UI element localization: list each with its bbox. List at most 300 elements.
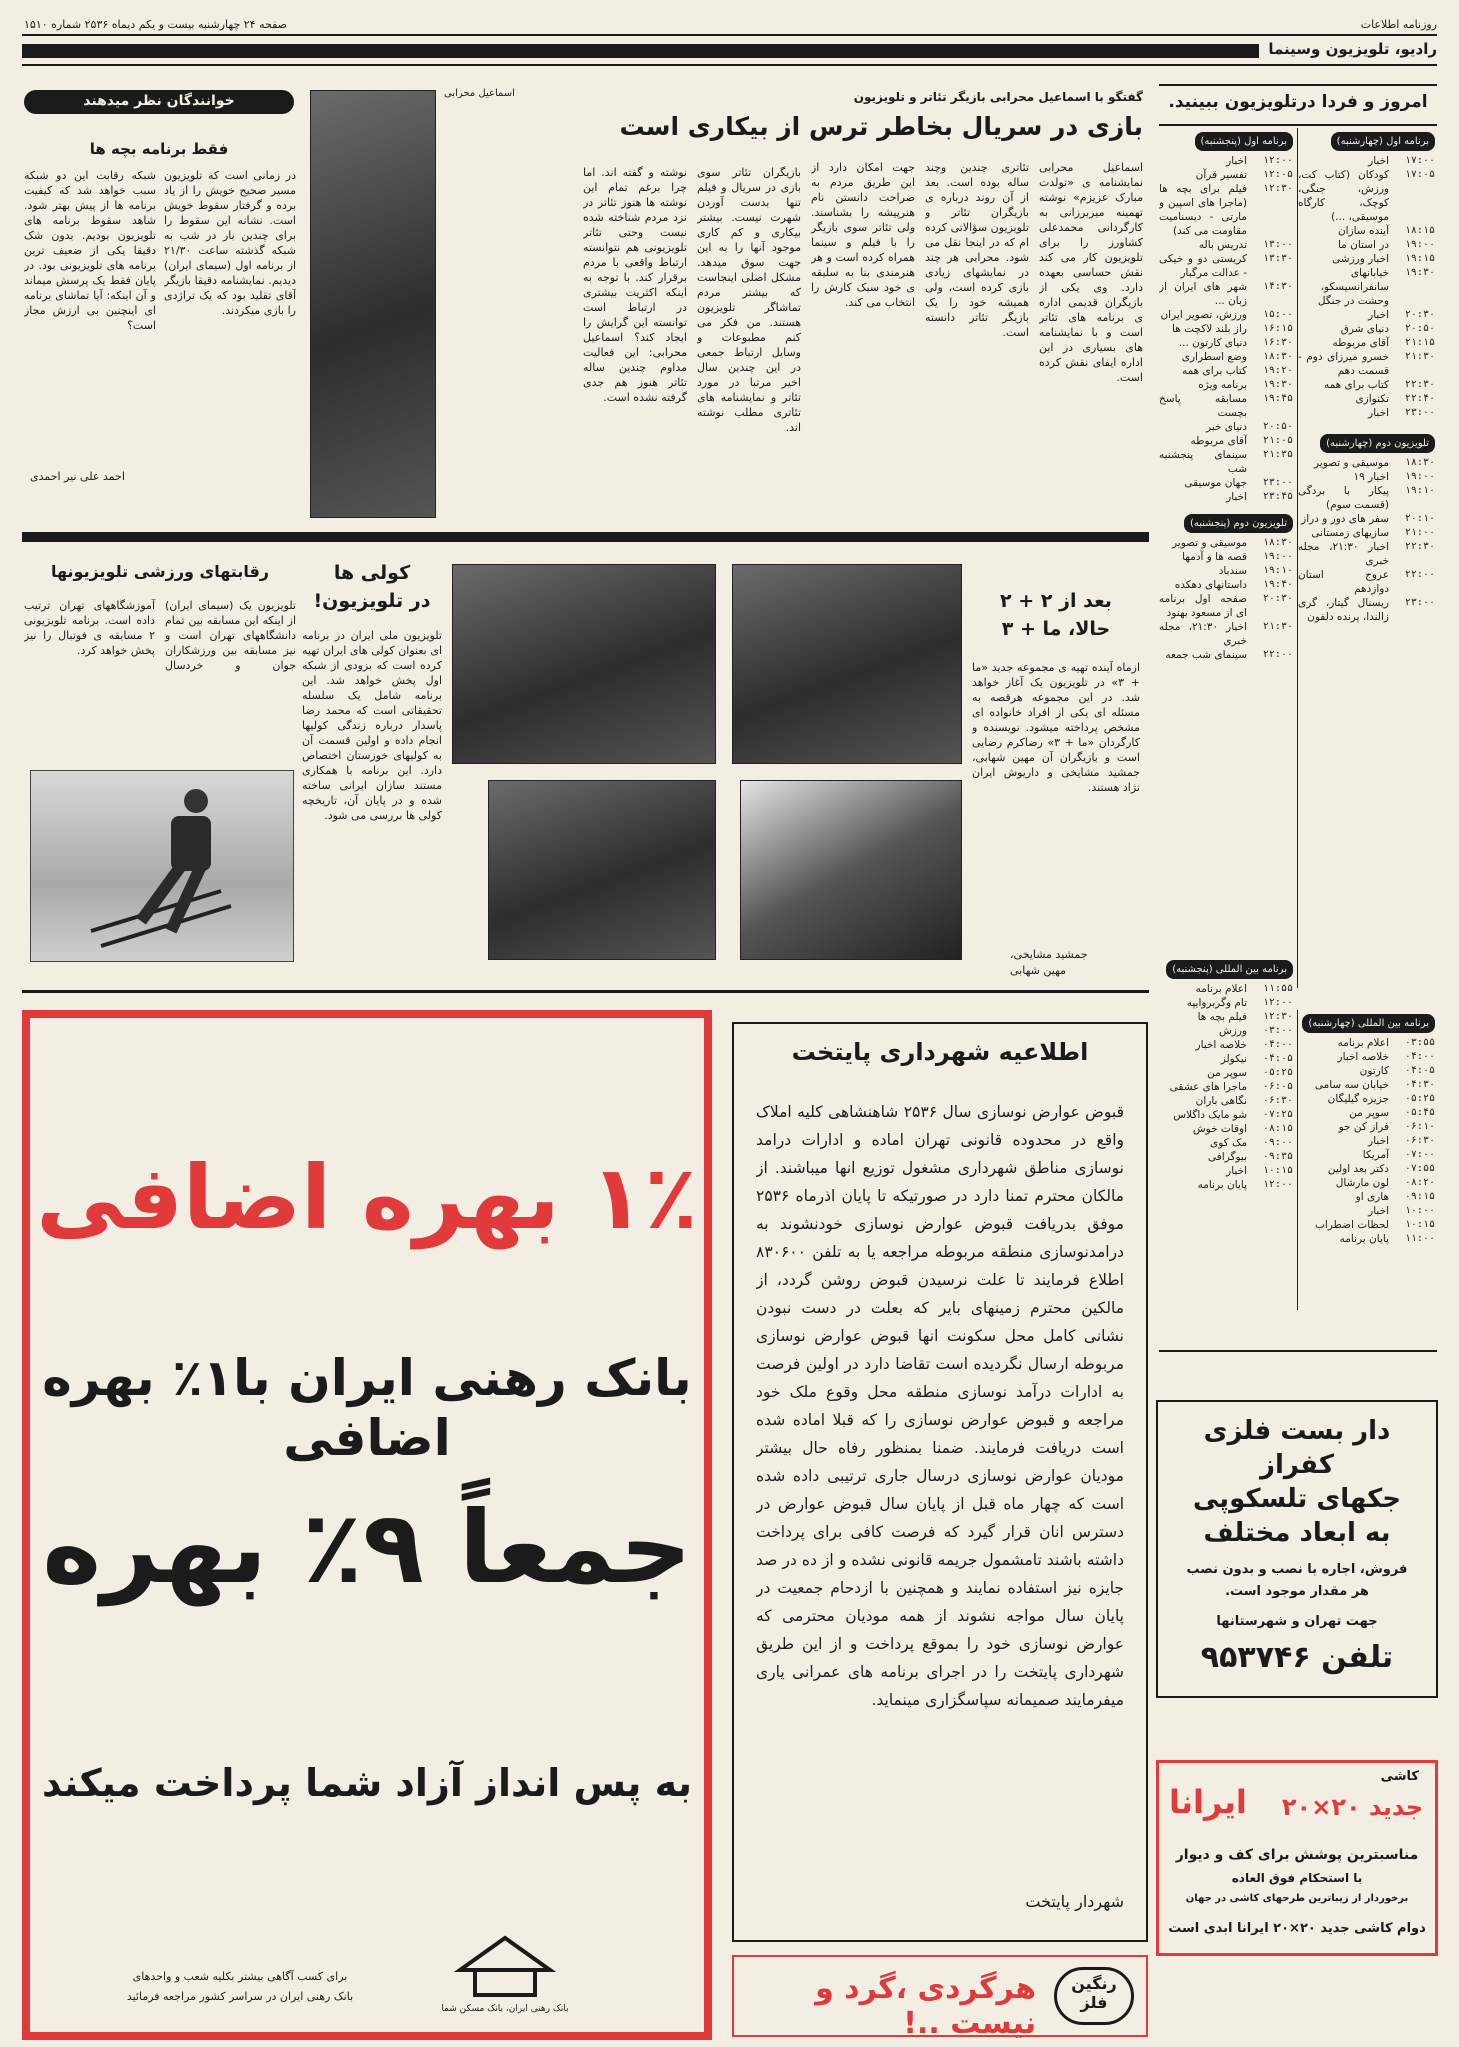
program-time: ۲۳:۰۰ (1404, 597, 1435, 608)
tv-box-bottom-rule (1159, 1350, 1437, 1352)
program-time: ۰۷:۵۵ (1404, 1163, 1435, 1174)
program-name: خسرو میرزای دوم - قسمت دهم (1298, 351, 1389, 377)
program-time: ۱۲:۳۰ (1262, 183, 1293, 194)
header-rule (22, 34, 1437, 36)
program-name: سفر های دور و دراز (1301, 513, 1389, 525)
bank-ad-line-4: به پس انداز آزاد شما پرداخت میکند (41, 1761, 692, 1805)
program-name: دکتر بعد اولین (1327, 1163, 1389, 1175)
schedule-row (1298, 252, 1435, 266)
tile-kashi: کاشی (1380, 1769, 1419, 1784)
schedule-row (1298, 470, 1435, 484)
program-time: ۲۲:۰۰ (1262, 649, 1293, 660)
intl-wed-head: برنامه بین المللی (چهارشنبه) (1302, 1014, 1435, 1033)
program-name: کتاب برای همه (1181, 365, 1247, 377)
schedule-row (1159, 1136, 1293, 1150)
schedule-row (1159, 1108, 1293, 1122)
cooly-col-1: تلویزیون ملی ایران در برنامه ای بعنوان کولی های ایران تهیه کرده است که بزودی از شبکه اول پخش خواهد شد. این برنامه شامل یک سلسله تحقیقاتی است که محمد رضا پاسدار درباره زندگی کولیها انجام داده و اولین قسمت آن به کولیهای خوزستان اختصاص دارد. این برنامه با همکاری مستند سازان ایرانی ساخته شده و در پایان آن، تاریخچه کولی ها بررسی می شود. (302, 629, 442, 822)
series-photo-2 (740, 780, 962, 960)
program-time: ۱۲:۰۰ (1262, 997, 1293, 1008)
schedule-row (1159, 1052, 1293, 1066)
program-time: ۱۷:۰۵ (1404, 169, 1435, 180)
header-right-top: روزنامه اطلاعات (1360, 18, 1437, 31)
schedule-row (1298, 1176, 1435, 1190)
scaffold-line-2: کفراز (1260, 1450, 1334, 1480)
bank-logo-text: بانک رهنی ایران، بانک مسکن شما (441, 2004, 569, 2014)
program-name: اخبار (1368, 1135, 1389, 1147)
schedule-row (1298, 406, 1435, 420)
tile-brand: ایرانا (1169, 1783, 1247, 1821)
program-name: دنیای شرق (1340, 323, 1389, 335)
program-time: ۰۶:۳۰ (1262, 1095, 1293, 1106)
article-photo-caption: اسماعیل محرابی (444, 88, 515, 99)
program-name: آینده سازان (1337, 225, 1389, 237)
program-time: ۰۵:۲۵ (1404, 1093, 1435, 1104)
schedule-row (1159, 252, 1293, 280)
cooly-title-1: کولی ها (333, 562, 411, 584)
program-name: مسابقه پاسخ بچست (1159, 393, 1247, 419)
program-time: ۱۹:۰۰ (1404, 239, 1435, 250)
program-time: ۲۱:۰۵ (1262, 435, 1293, 446)
program-name: اخبار ۲۱:۳۰، مجله خبری (1298, 541, 1389, 567)
paint-brand-1: رنگین (1071, 1974, 1117, 1993)
schedule-row (1298, 1162, 1435, 1176)
schedule-row (1159, 564, 1293, 578)
tv-col-left (1159, 128, 1295, 988)
program-time: ۱۰:۱۵ (1404, 1219, 1435, 1230)
schedule-row (1159, 1178, 1293, 1192)
program-name: جزیره گیلیگان (1327, 1093, 1389, 1105)
program-name: عروج استان دوازدهم (1298, 569, 1389, 595)
schedule-row (1298, 540, 1435, 568)
bank-ad-line-2: بانک رهنی ایران با۱٪ بهره اضافی (42, 1349, 692, 1467)
schedule-row (1159, 280, 1293, 308)
program-name: اخبار (1368, 1205, 1389, 1217)
program-time: ۲۱:۳۰ (1404, 351, 1435, 362)
ch1-wed-head: برنامه اول (چهارشنبه) (1331, 132, 1435, 151)
municipality-signature: شهردار پایتخت (1025, 1892, 1124, 1911)
schedule-row (1159, 1066, 1293, 1080)
program-name: سینمای پنجشنبه شب (1159, 449, 1247, 475)
tile-jadid: جدید ۲۰×۲۰ (1281, 1793, 1423, 1821)
ch2-thu-list (1159, 536, 1293, 662)
schedule-row (1298, 1218, 1435, 1232)
header-black-bar (22, 44, 1259, 58)
municipality-body: قبوض عوارض نوسازی سال ۲۵۳۶ شاهنشاهی کلیه املاک واقع در محدوده قانونی تهران اماده و ادارات درامد نوسازی مناطق شهرداری مشغول توزیع انها میباشند. از مالکان محترم تمنا دارد در صورتیکه تا پایان اذرماه ۲۵۳۶ موفق بدریافت قبوض عوارض نوسازی خودنشوند به درامدنوسازی منطقه مربوطه مراجعه یا به تلفن ۸۳۰۶۰۰ اطلاع فرمایند تا علت نرسیدن قبوض روشن گردد، از مالکین محترم زمینهای بایر که بعلت در دست نبودن نشانی کامل محل سکونت انها قبوض عوارض نوسازی مربوطه ارسال نگردیده است تقاضا دارد در اولین فرصت به ادارات درآمد نوسازی منطقه محل وقوع ملک خود مراجعه و قبوض عوارض نوسازی را که قبلا اماده شده است دریافت فرمایند. ضمنا بمنظور رفاه حال بیشتر مودیان عوارض نوسازی درسال جاری ترتیبی داده شده است که چهار ماه قبل از پایان سال قبوض عوارض در دسترس انان قرار گیرد که فرصت کافی برای پرداخت داشته باشند تامشمول جریمه قانونی نشده و از ده در صد جایزه نیز استفاده نمایند و همچنین با ازدحام جمعیت در پایان سال مواجه نشوند از همه مودیان محترمی که عوارض نوسازی خود را بموقع پرداخت و از این طریق شهرداری پایتخت را در اجرای برنامه های عمرانی یاری میفرمایند صمیمانه سپاسگزاری مینماید. (756, 1103, 1124, 1709)
program-time: ۱۹:۱۰ (1262, 565, 1293, 576)
program-time: ۰۳:۰۰ (1262, 1025, 1293, 1036)
program-time: ۰۵:۴۵ (1404, 1107, 1435, 1118)
tile-line-2: با استحکام فوق العاده (1231, 1871, 1363, 1885)
tile-line-4: دوام کاشی جدید ۲۰×۲۰ ایرانا ابدی است (1168, 1921, 1426, 1936)
schedule-row (1298, 1204, 1435, 1218)
program-time: ۱۴:۳۰ (1262, 281, 1293, 292)
program-name: دنیای کارتون ... (1178, 337, 1247, 349)
program-time: ۱۸:۳۰ (1404, 457, 1435, 468)
intl-thu-list (1159, 982, 1293, 1192)
program-name: اخبار (1368, 309, 1389, 321)
program-name: بیوگرافی (1208, 1151, 1247, 1163)
program-name: ورزش، تصویر ایران (1160, 309, 1247, 321)
mehrabi-photo (310, 90, 436, 518)
program-time: ۱۲:۰۰ (1262, 155, 1293, 166)
program-time: ۱۳:۰۰ (1262, 239, 1293, 250)
program-name: پیکار با بردگی (قسمت سوم) (1298, 485, 1389, 511)
program-time: ۲۲:۳۰ (1404, 541, 1435, 552)
schedule-row (1298, 1106, 1435, 1120)
article-col-3: جهت امکان دارد از این طریق مردم به صراحت دانستن نام هنرپیشه را بشناسند. ولی تئاتر سوی بازیگر را با فیلم و سینما همراه کرده است و هر هنرمندی بنا به سلیقه ی خود سبک کارش را انتخاب می کند. (811, 161, 915, 309)
schedule-row (1159, 1094, 1293, 1108)
municipality-title: اطلاعیه شهرداری پایتخت (791, 1038, 1089, 1066)
program-time: ۲۱:۳۰ (1262, 621, 1293, 632)
program-name: فراز کن جو (1338, 1121, 1389, 1133)
schedule-row (1159, 448, 1293, 476)
program-name: آمریکا (1362, 1149, 1389, 1161)
schedule-row (1298, 1190, 1435, 1204)
program-time: ۲۱:۳۵ (1262, 449, 1293, 460)
ch2-wed-head: تلویزیون دوم (چهارشنبه) (1320, 434, 1435, 453)
schedule-row (1298, 1148, 1435, 1162)
program-time: ۲۲:۳۰ (1404, 379, 1435, 390)
program-time: ۱۹:۱۵ (1404, 253, 1435, 264)
program-name: اخبار (1226, 491, 1247, 503)
program-name: آقای مربوطه (1190, 435, 1247, 447)
schedule-row (1298, 526, 1435, 540)
schedule-row (1159, 1080, 1293, 1094)
program-time: ۲۱:۰۰ (1404, 527, 1435, 538)
program-time: ۰۶:۱۰ (1404, 1121, 1435, 1132)
ch1-thu-head: برنامه اول (پنجشنبه) (1195, 132, 1293, 151)
schedule-row (1159, 550, 1293, 564)
schedule-row (1298, 568, 1435, 596)
header-left-top: صفحه ۲۴ چهارشنبه بیست و یکم دیماه ۲۵۳۶ شماره ۱۵۱۰ (24, 18, 287, 31)
program-name: ورزش (1218, 1025, 1247, 1037)
series-title-2: حالا، ما + ۳ (1001, 618, 1111, 640)
program-name: کتاب برای همه (1323, 379, 1389, 391)
skier-photo (30, 770, 294, 962)
program-time: ۲۳:۰۰ (1262, 477, 1293, 488)
program-name: اخبار ۲۱:۳۰، مجله خبری (1159, 621, 1247, 647)
sports-title: رقابتهای ورزشی تلویزیونها (50, 562, 270, 581)
program-time: ۰۴:۰۵ (1404, 1065, 1435, 1076)
gypsy-photo-2 (488, 780, 716, 960)
program-name: اخبار ۱۹ (1353, 471, 1389, 483)
schedule-row (1159, 350, 1293, 364)
article-kicker: گفتگو با اسماعیل محرابی بازیگر تئاتر و تلویزیون (853, 90, 1143, 104)
program-name: اخبار (1226, 155, 1247, 167)
schedule-row (1298, 154, 1435, 168)
program-name: لحظات اضطراب (1314, 1219, 1389, 1231)
program-name: خلاصه اخبار (1337, 1051, 1389, 1063)
schedule-row (1159, 420, 1293, 434)
program-time: ۰۸:۲۰ (1404, 1177, 1435, 1188)
schedule-row (1159, 648, 1293, 662)
tv-col-right (1297, 128, 1437, 988)
bank-ad (22, 1010, 712, 2040)
program-time: ۱۹:۱۰ (1404, 485, 1435, 496)
scaffold-line-1: دار بست فلزی (1203, 1416, 1391, 1446)
program-time: ۰۶:۰۵ (1262, 1081, 1293, 1092)
program-name: شو مایک داگلاس (1173, 1109, 1247, 1121)
program-name: اخبار (1226, 1165, 1247, 1177)
tile-ad (1156, 1760, 1438, 1956)
article-headline: بازی در سریال بخاطر ترس از بیکاری است (619, 112, 1143, 141)
series-caption-2: مهین شهابی (1010, 964, 1067, 977)
row-separator-1 (22, 532, 1149, 542)
gypsy-photo-1 (452, 564, 716, 764)
program-time: ۰۴:۰۰ (1262, 1039, 1293, 1050)
paint-brand-box (1054, 1967, 1134, 2025)
paint-brand-2: فلز (1080, 1993, 1108, 2012)
ch2-thu-head: تلویزیون دوم (پنجشنبه) (1184, 514, 1293, 533)
schedule-row (1159, 336, 1293, 350)
schedule-row (1159, 154, 1293, 168)
schedule-row (1159, 308, 1293, 322)
scaffold-line-7: جهت تهران و شهرستانها (1216, 1614, 1378, 1629)
scaffold-line-5: فروش، اجاره با نصب و بدون نصب (1186, 1562, 1408, 1577)
program-time: ۰۹:۳۵ (1262, 1151, 1293, 1162)
paint-slogan: هرگردی ،گرد و نیست ..! (815, 1971, 1036, 2041)
program-name: نگاهی باران (1195, 1095, 1247, 1107)
schedule-row (1298, 168, 1435, 224)
bank-logo-icon (450, 1930, 560, 2000)
schedule-row (1159, 982, 1293, 996)
program-time: ۲۰:۵۰ (1404, 323, 1435, 334)
program-name: هاری او (1355, 1191, 1389, 1203)
program-time: ۱۵:۰۰ (1262, 309, 1293, 320)
program-time: ۱۰:۱۵ (1262, 1165, 1293, 1176)
readers-title: فقط برنامه بچه ها (89, 140, 229, 158)
program-name: اعلام برنامه (1195, 983, 1247, 995)
sports-body: تلویزیون یک (سیمای ایران) از اینکه این مسابقه بین تمام دانشگاههای تهران است و نیز مسابقه بین ورزشکاران جوان و خردسال آموزشگاههای تهران ترتیب داده است. برنامه تلویزیونی ۲ مسابقه ی فوتبال را نیز پخش خواهد کرد. (24, 599, 296, 672)
schedule-row (1298, 512, 1435, 526)
program-name: اوقات خوش (1192, 1123, 1247, 1135)
program-name: فیلم برای بچه ها (ماجرا های اسپین و مارتی - دیسنامیت مقاومت می کند) (1159, 183, 1247, 237)
program-name: ریسنال گیتار، گری زالندا، پرنده دلفون (1298, 597, 1389, 623)
schedule-row (1159, 536, 1293, 550)
program-time: ۲۰:۳۰ (1404, 309, 1435, 320)
program-time: ۱۷:۰۰ (1404, 155, 1435, 166)
program-time: ۲۳:۴۵ (1262, 491, 1293, 502)
intl-thu-col (1159, 956, 1295, 1296)
scaffold-line-4: به ابعاد مختلف (1203, 1518, 1391, 1548)
program-time: ۱۹:۴۰ (1262, 579, 1293, 590)
program-time: ۰۴:۳۰ (1404, 1079, 1435, 1090)
program-name: خیابان سه سامی (1314, 1079, 1389, 1091)
program-name: تام وگربروایپه (1186, 997, 1247, 1009)
schedule-row (1159, 1010, 1293, 1024)
schedule-row (1298, 456, 1435, 470)
program-time: ۱۹:۰۰ (1262, 551, 1293, 562)
program-name: برنامه ویژه (1198, 379, 1247, 391)
program-time: ۱۱:۰۰ (1404, 1233, 1435, 1244)
program-time: ۲۰:۱۰ (1404, 513, 1435, 524)
program-time: ۰۴:۰۵ (1262, 1053, 1293, 1064)
tile-line-1: مناسبترین پوشش برای کف و دیوار (1175, 1847, 1419, 1863)
schedule-row (1298, 336, 1435, 350)
program-name: موسیقی و تصویر (1172, 537, 1247, 549)
schedule-row (1298, 308, 1435, 322)
tv-schedule-box (1159, 84, 1437, 86)
readers-signature: احمد علی نیر احمدی (30, 470, 125, 483)
schedule-row (1298, 1134, 1435, 1148)
program-time: ۰۶:۳۰ (1404, 1135, 1435, 1146)
program-name: خلاصه اخبار (1195, 1039, 1247, 1051)
schedule-row (1159, 996, 1293, 1010)
program-name: نیکولز (1220, 1053, 1247, 1065)
paint-ad (732, 1955, 1148, 2041)
program-name: اخبار ورزشی (1332, 253, 1389, 265)
program-name: موسیقی و تصویر (1314, 457, 1389, 469)
schedule-row (1298, 238, 1435, 252)
article-col-5: نوشته و گفته اند. اما چرا برغم تمام این نوشته ها هنوز تئاتر در نزد مردم شناخته شده نیست وحتی تئاتر تلویزیونی هم نتوانسته ارتباط واقعی با مردم برقرار کند. با توجه به اینکه اکثریت بیشتری در ارتباط است توانسته این گرایش را ایجاد کند؟ اسماعیل محرابی: این فعالیت مداوم چندین ساله تئاتر هنوز هم جدی گرفته نشده است. (583, 166, 687, 404)
program-time: ۰۴:۰۰ (1404, 1051, 1435, 1062)
bank-ad-footer-1: برای کسب آگاهی بیشتر بکلیه شعب و واحدهای (132, 1970, 348, 1983)
article-col-4: بازیگران تئاتر سوی بازی در سریال و فیلم تنها بدست آوردن شهرت نیست. بیشتر بیکاری و کم کاری موجود آنها را به این جهت سوق میدهد. مشکل اصلی اینجاست که بیشتر مردم تماشاگر تلویزیون هستند. من فکر می کنم مطبوعات و وسایل ارتباط جمعی در این چندین سال اخیر مرتبا در مورد تئاتر و نمایشنامه های تئاتری مطلب نوشته اند. (697, 166, 801, 434)
scaffold-ad (1156, 1400, 1438, 1698)
program-name: سازیهای زمستانی (1311, 527, 1389, 539)
schedule-row (1298, 1232, 1435, 1246)
program-time: ۰۷:۰۰ (1404, 1149, 1435, 1160)
program-time: ۱۹:۰۰ (1404, 471, 1435, 482)
program-time: ۱۸:۳۰ (1262, 351, 1293, 362)
program-name: کودکان (کتاب کت، ورزش، جنگی، کوچک، کارگاه موسیقی، ...) (1298, 169, 1389, 223)
intl-wed-col (1297, 1010, 1437, 1310)
series-body: ازماه آینده تهیه ی مجموعه جدید «ما + ۳» در تلویزیون یک آغاز خواهد شد. در این مجموعه هرقصه به مسئله ای یکی از افراد خانواده ای مشخص پرداخته میشود. نویسنده و کارگردان «ما + ۳» رضاکرم رضایی است و بازیگران آن مهین شهابی، جمشید مشایخی و داریوش ایران نژاد هستند. (972, 661, 1140, 794)
schedule-row (1298, 1036, 1435, 1050)
schedule-row (1298, 1092, 1435, 1106)
program-name: سینمای شب جمعه (1165, 649, 1247, 661)
program-time: ۲۰:۳۰ (1262, 593, 1293, 604)
program-name: دنیای خبر (1206, 421, 1247, 433)
header-section-title: رادیو، تلویزیون وسینما (1268, 40, 1437, 58)
program-time: ۱۱:۵۵ (1262, 983, 1293, 994)
bank-ad-line-3: جمعاً ۹٪ بهره (42, 1489, 692, 1606)
program-time: ۰۹:۰۰ (1262, 1137, 1293, 1148)
municipality-notice (732, 1022, 1148, 1942)
bank-ad-footer-2: بانک رهنی ایران در سراسر کشور مراجعه فرمائید (126, 1990, 354, 2003)
ch2-wed-list (1298, 456, 1435, 624)
program-time: ۰۸:۱۵ (1262, 1123, 1293, 1134)
program-name: آقای مربوطه (1332, 337, 1389, 349)
schedule-row (1159, 182, 1293, 238)
schedule-row (1298, 1050, 1435, 1064)
schedule-row (1298, 392, 1435, 406)
series-caption-1: جمشید مشایخی، (1010, 948, 1088, 961)
program-name: پایان برنامه (1339, 1233, 1389, 1245)
program-time: ۲۰:۵۰ (1262, 421, 1293, 432)
row-separator-2 (22, 990, 1149, 993)
schedule-row (1159, 1164, 1293, 1178)
program-time: ۲۲:۰۰ (1404, 569, 1435, 580)
readers-col-1: در زمانی است که تلویزیون مسیر صحیح خویش را از یاد برده و گرفتار سقوط خویش است. نشانه این سقوط را برای چندین بار در شب به شبکه گذشته ساعت ۲۱/۳۰ از برنامه اول (سیمای ایران) دیدیم. نمایشنامه دقیقا بازیگر آقای تقلید بود که یک تراژدی را بازی میکردند. (164, 169, 296, 317)
program-name: ماجرا های عشقی (1169, 1081, 1247, 1093)
intl-wed-list (1298, 1036, 1435, 1246)
program-name: اخبار (1368, 407, 1389, 419)
program-name: در استان ما (1337, 239, 1389, 251)
program-time: ۱۳:۳۰ (1262, 253, 1293, 264)
program-time: ۲۳:۰۰ (1404, 407, 1435, 418)
schedule-row (1159, 1122, 1293, 1136)
program-time: ۱۹:۳۰ (1404, 267, 1435, 278)
schedule-row (1159, 1038, 1293, 1052)
program-time: ۰۷:۲۵ (1262, 1109, 1293, 1120)
program-name: تکنوازی (1355, 393, 1389, 405)
intl-thu-head: برنامه بین المللی (پنجشنبه) (1166, 960, 1293, 979)
schedule-row (1159, 592, 1293, 620)
schedule-row (1159, 378, 1293, 392)
program-time: ۱۶:۱۵ (1262, 323, 1293, 334)
program-time: ۱۶:۳۰ (1262, 337, 1293, 348)
program-time: ۰۵:۲۵ (1262, 1067, 1293, 1078)
program-name: خیابانهای سانفرانسیسکو، وحشت در جنگل (1317, 267, 1389, 307)
schedule-row (1298, 1078, 1435, 1092)
program-time: ۲۱:۱۵ (1404, 337, 1435, 348)
article-col-1: اسماعیل محرابی نمایشنامه ی «تولدت مبارک عزیزم» نوشته تهمینه میربرزانی به کارگردانی محمدعلی کشاورز را برای تلویزیون کار می کند نقش حساسی بعهده دارد. وی یکی از بازیگران قدیمی اداره ی برنامه های تئاتر است و با نمایشنامه های بسیاری در این اداره ایفای نقش کرده است. (1039, 161, 1143, 384)
program-name: قصه ها و آدمها (1182, 551, 1247, 563)
schedule-row (1159, 578, 1293, 592)
schedule-row (1159, 476, 1293, 490)
tv-box-rule (1159, 124, 1437, 126)
scaffold-line-3: جکهای تلسکوپی (1193, 1484, 1401, 1514)
program-name: مک کوی (1209, 1137, 1247, 1149)
schedule-row (1159, 168, 1293, 182)
program-name: صفحه اول برنامه ای از مسعود بهنود (1159, 593, 1247, 619)
readers-section-title: خوانندگان نظر میدهند (83, 93, 235, 109)
schedule-row (1298, 378, 1435, 392)
schedule-row (1159, 1150, 1293, 1164)
ch1-wed-list (1298, 154, 1435, 420)
program-name: سندباد (1218, 565, 1247, 577)
program-time: ۱۸:۱۵ (1404, 225, 1435, 236)
program-time: ۲۲:۴۰ (1404, 393, 1435, 404)
article-col-2: تئاتری چندین وچند ساله بوده است. بعد از آن روند درباره ی بازیگران تئاتر و تلویزیون سؤالاتی کرده ام که در اینجا نقل می شود. محرابی هر چند در نمایشهای زیادی بازی کرده است، ولی همیشه خود را یک بازیگر تئاتر دانسته است. (925, 161, 1029, 339)
program-name: لون مارشال (1335, 1177, 1389, 1189)
cooly-title-2: در تلویزیون! (313, 590, 431, 612)
program-name: وضع اسطراری (1181, 351, 1247, 363)
tv-box-title: امروز و فردا درتلویزیون ببینید. (1168, 92, 1428, 112)
program-name: شهر های ایران از زبان ... (1159, 281, 1247, 307)
bank-ad-line-1: ۱٪ بهره اضافی (36, 1146, 698, 1249)
program-time: ۰۳:۵۵ (1404, 1037, 1435, 1048)
program-time: ۱۸:۳۰ (1262, 537, 1293, 548)
schedule-row (1298, 596, 1435, 624)
tile-line-3: برخوردار از زیباترین طرحهای کاشی در جهان (1185, 1893, 1409, 1904)
program-name: داستانهای دهکده (1174, 579, 1247, 591)
schedule-row (1159, 238, 1293, 252)
program-name: جهان موسیقی (1184, 477, 1247, 489)
scaffold-phone: تلفن ۹۵۳۷۴۶ (1200, 1640, 1394, 1675)
program-time: ۱۲:۰۵ (1262, 169, 1293, 180)
schedule-row (1159, 392, 1293, 420)
schedule-row (1159, 490, 1293, 504)
schedule-row (1159, 434, 1293, 448)
program-name: پایان برنامه (1197, 1179, 1247, 1191)
ch1-thu-list (1159, 154, 1293, 504)
program-time: ۱۹:۴۵ (1262, 393, 1293, 404)
program-name: سوپر من (1349, 1107, 1389, 1119)
program-time: ۱۲:۰۰ (1262, 1179, 1293, 1190)
program-name: راز بلند لاکچت ها (1172, 323, 1247, 335)
program-name: اخبار (1368, 155, 1389, 167)
program-name: تدریس باله (1198, 239, 1247, 251)
schedule-row (1159, 364, 1293, 378)
scaffold-line-6: هر مقدار موجود است. (1225, 1584, 1369, 1599)
program-name: سوپر من (1207, 1067, 1247, 1079)
program-time: ۱۰:۰۰ (1404, 1205, 1435, 1216)
series-title-1: بعد از ۲ + ۲ (1000, 590, 1112, 612)
program-time: ۰۹:۱۵ (1404, 1191, 1435, 1202)
program-name: کریستی دو و خیکی - عدالت مرگبار (1159, 253, 1247, 279)
